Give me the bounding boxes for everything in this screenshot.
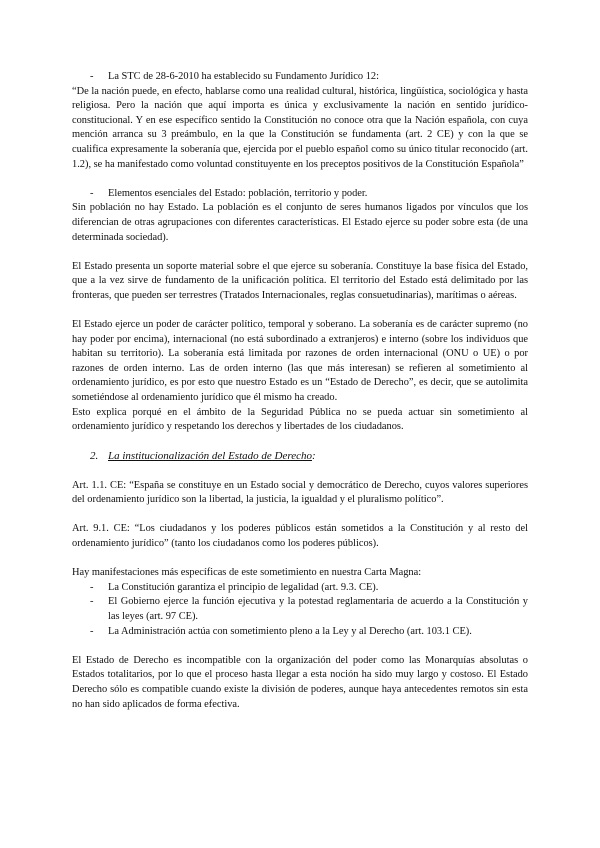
list-item-text: El Gobierno ejerce la función ejecutiva y la potestad reglamentaria de acuerdo a la Constitución y las leyes (art. 97 CE). (108, 596, 528, 622)
bullet-dash: - (90, 625, 94, 637)
art-1-1-paragraph: Art. 1.1. CE: “España se constituye en un Estado social y democrático de Derecho, cuyos valores superiores del ordenamiento jurídico son la libertad, la justicia, la igualdad y el pluralismo político”. (72, 479, 528, 506)
list-item-text: La Administración actúa con sometimiento pleno a la Ley y al Derecho (art. 103.1 CE). (108, 625, 472, 637)
territorio-paragraph: El Estado presenta un soporte material sobre el que ejerce su soberanía. Constituye la base física del Estado, que a la vez sirve de fundamento de la unificación política. El territorio del Estado está delimitado por las fronteras, que pueden ser terrestres (Tratados Internacionales, reglas consuetudinarias), marítimas o aéreas. (72, 260, 528, 301)
bullet-dash: - (90, 581, 94, 593)
list-item (72, 595, 528, 624)
section-colon: : (311, 450, 316, 463)
bullet-elementos (72, 187, 528, 202)
section-number: 2. (90, 450, 99, 463)
document-page (72, 70, 528, 712)
art-9-1-paragraph: Art. 9.1. CE: “Los ciudadanos y los poderes públicos están sometidos a la Constitución y al resto del ordenamiento jurídico” (tanto los ciudadanos como los poderes públicos). (72, 523, 528, 549)
poblacion-paragraph: Sin población no hay Estado. La población es el conjunto de seres humanos ligados por vínculos que los diferencian de otras agrupaciones con diferentes características. El Estado ejerce su poder sobre esta (de una determinada sociedad). (72, 202, 528, 243)
bullet-stc-text: La STC de 28-6-2010 ha establecido su Fundamento Jurídico 12: (108, 71, 379, 82)
list-item (72, 581, 528, 596)
bullet-dash: - (90, 596, 94, 608)
bullet-elementos-text: Elementos esenciales del Estado: población, territorio y poder. (108, 187, 368, 199)
section-heading (90, 449, 528, 464)
section-title: La institucionalización del Estado de Derecho (108, 450, 312, 463)
bullet-dash: - (90, 71, 94, 82)
list-item (72, 625, 528, 640)
quote-paragraph: “De la nación puede, en efecto, hablarse como una realidad cultural, histórica, lingüística, sociológica y hasta religiosa. Pero la nación que aquí importa es única y exclusivamente la nación en sentido jurídico-constitucional. Y en ese específico sentido la Constitución no conoce otra que la Nación española, con cuya mención arranca su 3 preámbulo, en la que la Constitución se fundamenta (art. 2 CE) y con la que se cualifica expresamente la soberanía que, ejercida por el pueblo español como su único titular reconocido (art. 1.2), se ha manifestado como voluntad constituyente en los preceptos positivos de la Constitución Española” (72, 85, 528, 170)
poder-paragraph: El Estado ejerce un poder de carácter político, temporal y soberano. La soberanía es de carácter supremo (no hay poder por encima), internacional (no está subordinado a extranjeros) e interno (sobre los individuos que habitan su territorio). La soberanía está limitada por razones de orden internacional (ONU o UE) o por razones de orden interno. Las de orden interno (las que más interesan) se refieren al sometimiento al ordenamiento jurídico, es por esto que nuestro Estado es un “Estado de Derecho”, es decir, que se autolimita sometiéndose al ordenamiento jurídico que él mismo ha creado. (72, 319, 528, 404)
seguridad-paragraph: Esto explica porqué en el ámbito de la Seguridad Pública no se pueda actuar sin sometimiento al ordenamiento jurídico y respetando los derechos y libertades de los ciudadanos. (72, 406, 528, 433)
list-item-text: La Constitución garantiza el principio de legalidad (art. 9.3. CE). (108, 581, 379, 593)
bullet-dash: - (90, 187, 94, 199)
bullet-stc (72, 70, 528, 85)
manifestaciones-paragraph: Hay manifestaciones más específicas de este sometimiento en nuestra Carta Magna: (72, 567, 422, 579)
final-paragraph: El Estado de Derecho es incompatible con la organización del poder como las Monarquías absolutas o Estados totalitarios, por lo que el proceso hasta llegar a esta noción ha sido muy largo y costoso. El Estado Derecho sólo es compatible cuando existe la división de poderes, aunque haya antecedentes remotos sin esta no han sido aplicados de forma efectiva. (72, 654, 528, 710)
